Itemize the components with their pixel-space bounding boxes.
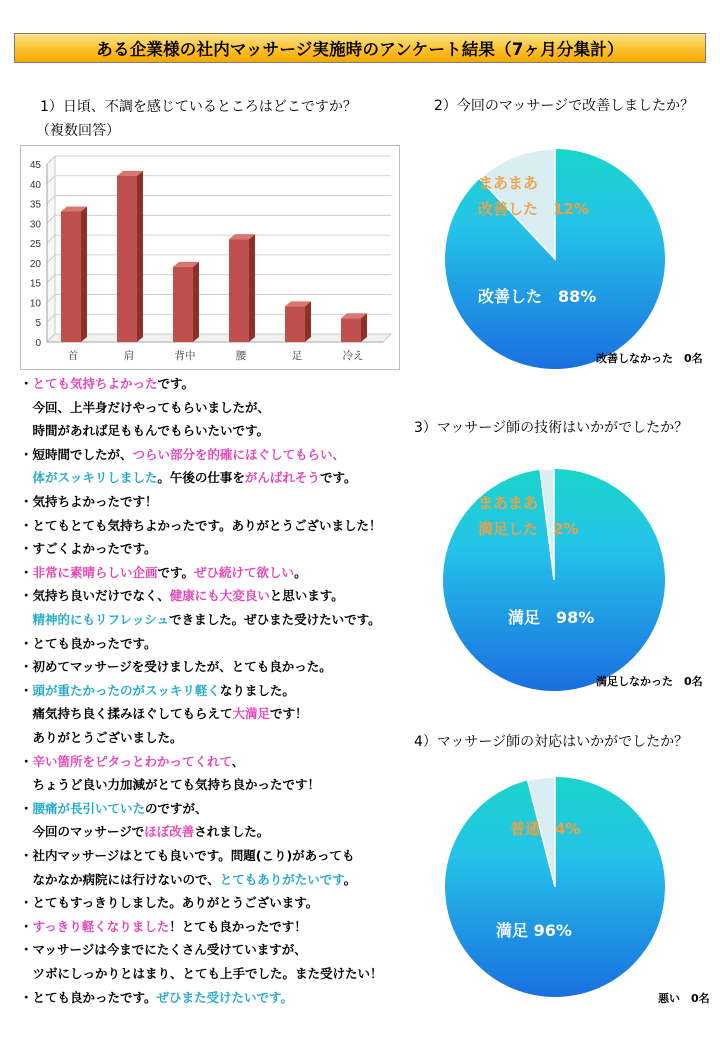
comment-line <box>20 799 208 817</box>
y-tick-label: 10 <box>29 298 41 310</box>
q3-minor-label-2: 満足した 2% <box>478 520 579 538</box>
highlight-pink: 健康にも大変良い <box>169 588 270 604</box>
y-tick-label: 25 <box>29 239 41 251</box>
comment-text: ・とても良かったです。 <box>20 635 157 651</box>
q2-minor-label-1: まあまあ <box>478 174 539 192</box>
x-tick-label: 首 <box>67 350 79 362</box>
comment-text: です。 <box>157 564 195 580</box>
comment-line <box>20 516 382 534</box>
q2-major-label: 改善した 88% <box>478 287 597 306</box>
comment-text: ・ <box>20 682 33 698</box>
pie-chart-q3 <box>442 468 666 692</box>
comment-text: 今回、上半身だけやってもらいましたが、 <box>20 399 271 415</box>
comment-text: ありがとうございました。 <box>20 730 183 745</box>
comment-text <box>20 612 33 627</box>
highlight-pink: つらい部分を的確にほぐしてもらい、 <box>132 446 346 462</box>
highlight-blue: ぜひまた受けたいです。 <box>156 989 294 1005</box>
comment-line <box>20 681 295 699</box>
y-tick-label: 35 <box>29 199 41 211</box>
comment-text: なりました。 <box>219 682 295 698</box>
comment-text: ・すごくよかったです。 <box>20 541 157 557</box>
comment-line <box>20 445 345 463</box>
highlight-pink: すっきり軽くなりました <box>32 918 170 934</box>
comment-line <box>20 917 307 935</box>
comment-text: ちょうど良い力加減がとても気持ち良かったです！ <box>20 777 321 793</box>
bar <box>229 234 255 342</box>
comment-line <box>20 539 157 557</box>
bar <box>173 262 199 342</box>
highlight-pink: 非常に素晴らしい企画 <box>32 564 158 580</box>
gridline <box>47 196 391 204</box>
q4-minor-label: 普通 4% <box>510 820 581 838</box>
comment-line <box>20 870 356 888</box>
comment-text: できました。ぜひまた受けたいです。 <box>169 612 381 627</box>
gridline <box>47 275 391 283</box>
comment-text: です！ <box>270 706 308 722</box>
comment-text: ・ <box>20 800 33 816</box>
bar <box>61 206 87 342</box>
q4-question: 4）マッサージ師の対応はいかがでしたか？ <box>414 734 689 750</box>
comment-line <box>20 822 269 840</box>
q4-note: 悪い 0名 <box>658 992 710 1005</box>
comment-text: ・社内マッサージはとても良いです。問題(こり)があっても <box>20 848 355 863</box>
q3-major-label: 満足 98% <box>508 608 595 627</box>
y-tick-label: 30 <box>29 219 41 231</box>
comment-line <box>20 940 307 958</box>
comment-text: されました。 <box>194 824 270 840</box>
comment-line <box>20 752 244 770</box>
page-title-text: ある企業様の社内マッサージ実施時のアンケート結果（7ヶ月分集計） <box>96 40 624 59</box>
bar <box>285 301 311 342</box>
comment-text: ・マッサージは今までにたくさん受けていますが、 <box>20 942 307 958</box>
comment-text: ・気持ちよかったです！ <box>20 494 158 509</box>
q2-minor-label-2: 改善した 12% <box>478 200 589 218</box>
y-tick-label: 15 <box>29 278 41 290</box>
comment-text: のですが、 <box>145 800 208 816</box>
comment-text: ・とてもとても気持ちよかったです。ありがとうございました！ <box>20 517 382 533</box>
bar-chart <box>20 145 400 370</box>
x-tick-label: 足 <box>291 350 303 362</box>
x-tick-label: 冷え <box>342 350 364 362</box>
comment-line <box>20 988 293 1006</box>
q2-note: 改善しなかった 0名 <box>596 352 703 365</box>
comment-text: ・短時間でしたが、 <box>20 446 133 462</box>
comment-text: 痛気持ち良く揉みほぐしてもらえて <box>20 706 233 722</box>
gridline <box>47 255 391 263</box>
x-tick-label: 肩 <box>123 350 135 362</box>
pie-chart-q4 <box>444 776 666 998</box>
comment-text: ！とても良かったです！ <box>169 918 307 934</box>
comment-line <box>20 398 270 416</box>
comment-text: 今回のマッサージで <box>20 824 145 840</box>
q1-question: 1）日頃、不調を感じているところはどこですか？ <box>40 99 357 115</box>
gridline <box>47 215 391 223</box>
comment-text: 。午後の仕事を <box>157 470 245 486</box>
comment-line <box>20 846 355 864</box>
highlight-pink: とても気持ちよかった <box>32 376 158 391</box>
highlight-blue: 体がスッキリしました <box>32 470 158 486</box>
comment-line <box>20 775 320 793</box>
highlight-pink: ほぼ改善 <box>144 824 195 840</box>
comment-line <box>20 634 157 652</box>
comment-line <box>20 964 383 982</box>
highlight-blue: 頭が重たかったのがスッキリ軽く <box>32 682 220 698</box>
gridline <box>47 156 391 164</box>
comment-text: ・気持ち良いだけでなく、 <box>20 588 170 604</box>
comment-text: 時間があれば足ももんでもらいたいです。 <box>20 423 270 439</box>
comment-line <box>20 468 356 486</box>
comment-text: ・初めてマッサージを受けましたが、とても良かった。 <box>20 659 332 675</box>
q1-note: （複数回答） <box>36 123 120 139</box>
comment-text: ツボにしっかりとはまり、とても上手でした。また受けたい！ <box>20 966 383 981</box>
comment-text: 、 <box>231 753 245 769</box>
comment-line <box>20 893 318 911</box>
y-tick-label: 40 <box>29 179 41 191</box>
comment-line <box>20 563 307 581</box>
y-tick-label: 20 <box>29 258 41 270</box>
y-tick-label: 45 <box>29 160 41 171</box>
comment-line <box>20 610 381 628</box>
highlight-blue: 精神的にもリフレッシュ <box>32 612 170 627</box>
q2-question: 2）今回のマッサージで改善しましたか？ <box>434 98 695 114</box>
comment-text: ・ <box>20 564 33 580</box>
bar-chart-svg <box>21 146 399 369</box>
comment-text: 。 <box>294 564 307 580</box>
q4-major-label: 満足 96% <box>496 921 572 940</box>
y-tick-label: 0 <box>35 338 41 349</box>
x-tick-label: 腰 <box>235 350 247 362</box>
gridline <box>47 235 391 243</box>
comment-line <box>20 586 344 604</box>
comment-line <box>20 728 183 746</box>
q3-note: 満足しなかった 0名 <box>596 675 703 688</box>
highlight-blue: 腰痛が長引いていた <box>32 800 146 816</box>
gridline <box>47 294 391 302</box>
comment-text <box>20 470 33 485</box>
comment-text: 。 <box>343 871 357 887</box>
x-tick-label: 背中 <box>174 350 196 362</box>
highlight-pink: ぜひ続けて欲しい <box>194 564 295 580</box>
comment-line <box>20 421 269 439</box>
bar <box>117 171 143 342</box>
comment-text: と思います。 <box>269 588 344 604</box>
comment-text: ・ <box>20 753 33 769</box>
comment-text: ・ <box>20 918 33 934</box>
comment-text: ・とてもすっきりしました。ありがとうございます。 <box>20 895 319 911</box>
comment-text: ・とても良かったです。 <box>20 989 157 1005</box>
comment-line <box>20 657 332 675</box>
q3-question: 3）マッサージ師の技術はいかがでしたか？ <box>414 420 689 436</box>
highlight-pink: がんばれそう <box>244 470 320 486</box>
highlight-blue: とてもありがたいです <box>219 871 344 887</box>
comment-text: ・ <box>20 376 33 391</box>
comment-text: です。 <box>157 376 195 391</box>
q3-minor-label-1: まあまあ <box>478 494 539 512</box>
highlight-pink: 大満足 <box>232 706 271 722</box>
bar <box>341 313 367 342</box>
comment-text: なかなか病院には行けないので、 <box>20 871 220 887</box>
page-title <box>14 33 706 63</box>
y-tick-label: 5 <box>35 318 41 330</box>
gridline <box>47 176 391 184</box>
comment-line <box>20 492 158 510</box>
comment-line <box>20 704 308 722</box>
highlight-pink: 辛い箇所をピタっとわかってくれて <box>32 753 232 769</box>
gridline <box>47 314 391 322</box>
comment-line <box>20 374 194 392</box>
comment-text: です。 <box>319 470 357 486</box>
